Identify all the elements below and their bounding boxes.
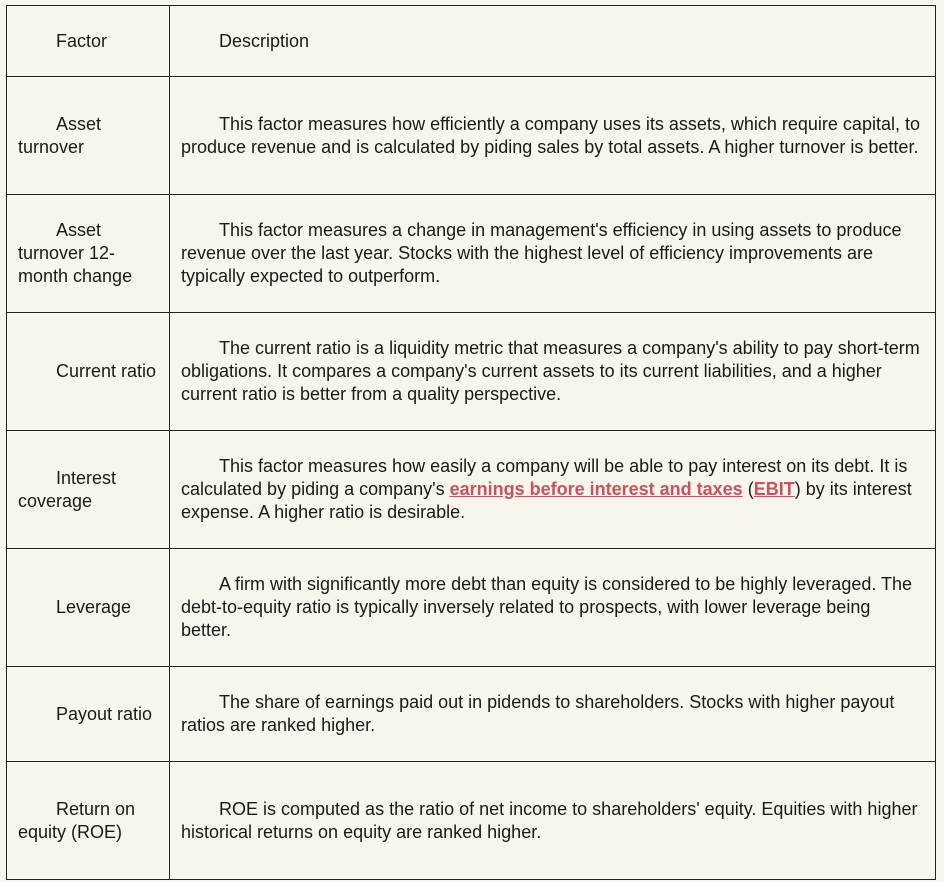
description-text-after: ) by its interest expense. A higher ratio is desirable. <box>181 479 912 522</box>
factor-cell: Current ratio <box>7 313 170 431</box>
table-row <box>7 313 936 431</box>
description-cell: ROE is computed as the ratio of net income to shareholders' equity. Equities with higher historical returns on equity are ranked higher. <box>170 762 936 880</box>
description-cell: The share of earnings paid out in pidends to shareholders. Stocks with higher payout ratios are ranked higher. <box>170 667 936 762</box>
table-row <box>7 77 936 195</box>
description-text-before: This factor measures how easily a company will be able to pay interest on its debt. It is calculated by piding a company's <box>181 456 908 499</box>
header-factor: Factor <box>7 6 170 77</box>
description-cell <box>170 431 936 549</box>
factor-cell: Leverage <box>7 549 170 667</box>
table-row <box>7 762 936 880</box>
factor-cell: Asset turnover <box>7 77 170 195</box>
factor-cell: Payout ratio <box>7 667 170 762</box>
header-description: Description <box>170 6 936 77</box>
table-header-row <box>7 6 936 77</box>
factor-cell: Interest coverage <box>7 431 170 549</box>
factor-cell: Asset turnover 12-month change <box>7 195 170 313</box>
table-row <box>7 549 936 667</box>
table-row <box>7 195 936 313</box>
description-cell: A firm with significantly more debt than equity is considered to be highly leveraged. The debt-to-equity ratio is typically inversely related to prospects, with lower leverage being better. <box>170 549 936 667</box>
ebit-abbr-link[interactable]: EBIT <box>753 479 795 499</box>
description-cell: This factor measures how efficiently a company uses its assets, which require capital, to produce revenue and is calculated by piding sales by total assets. A higher turnover is better. <box>170 77 936 195</box>
factors-table <box>6 5 936 880</box>
ebit-definition-link[interactable]: earnings before interest and taxes <box>449 479 743 499</box>
table-row <box>7 667 936 762</box>
description-cell: This factor measures a change in management's efficiency in using assets to produce revenue over the last year. Stocks with the highest level of efficiency improvements are typically expected to outperform. <box>170 195 936 313</box>
factor-cell: Return on equity (ROE) <box>7 762 170 880</box>
description-cell: The current ratio is a liquidity metric that measures a company's ability to pay short-term obligations. It compares a company's current assets to its current liabilities, and a higher current ratio is better from a quality perspective. <box>170 313 936 431</box>
paren-open: ( <box>742 479 754 499</box>
table-row <box>7 431 936 549</box>
